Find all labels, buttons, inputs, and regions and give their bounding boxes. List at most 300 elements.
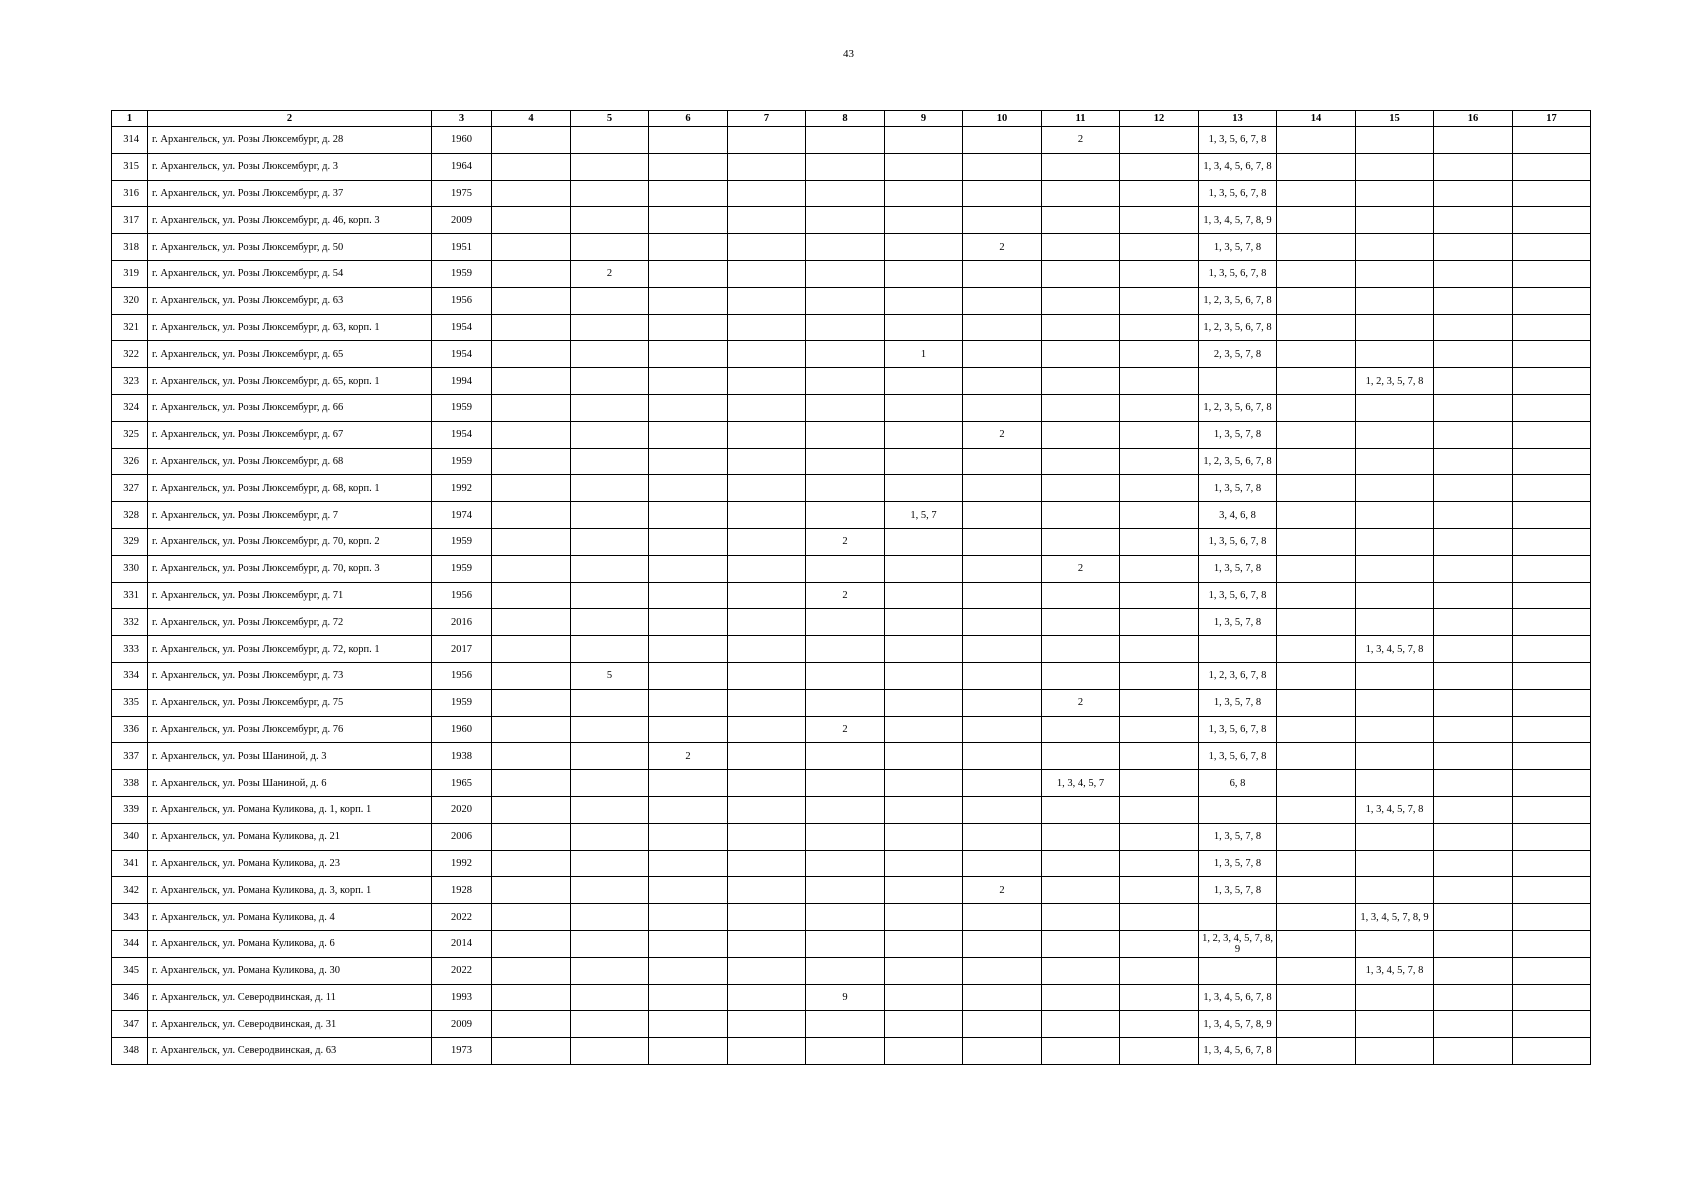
- table-cell: 2: [1042, 127, 1120, 154]
- year-cell: 1973: [432, 1038, 492, 1065]
- table-cell: [649, 341, 728, 368]
- table-cell: [1356, 260, 1434, 287]
- table-row: [112, 475, 1591, 502]
- table-cell: [1277, 341, 1356, 368]
- table-cell: 1, 3, 5, 6, 7, 8: [1199, 180, 1277, 207]
- table-cell: [492, 984, 571, 1011]
- table-cell: [492, 448, 571, 475]
- table-cell: [1120, 662, 1199, 689]
- table-cell: 1, 3, 5, 7, 8: [1199, 421, 1277, 448]
- table-row: [112, 743, 1591, 770]
- table-cell: [492, 823, 571, 850]
- table-cell: [492, 877, 571, 904]
- table-cell: [963, 716, 1042, 743]
- table-row: [112, 528, 1591, 555]
- table-cell: [492, 260, 571, 287]
- table-row: [112, 555, 1591, 582]
- table-cell: [1434, 582, 1513, 609]
- year-cell: 1959: [432, 689, 492, 716]
- table-cell: 1, 3, 5, 7, 8: [1199, 234, 1277, 261]
- table-cell: [806, 555, 885, 582]
- table-cell: 1, 3, 4, 5, 7, 8: [1356, 957, 1434, 984]
- table-cell: [963, 502, 1042, 529]
- table-cell: [571, 207, 649, 234]
- table-cell: [492, 368, 571, 395]
- table-cell: [728, 904, 806, 931]
- table-cell: [1356, 716, 1434, 743]
- table-cell: [806, 904, 885, 931]
- table-cell: [1277, 234, 1356, 261]
- table-cell: [1277, 260, 1356, 287]
- table-cell: [885, 475, 963, 502]
- table-cell: [1120, 796, 1199, 823]
- table-cell: [1356, 341, 1434, 368]
- address-cell: г. Архангельск, ул. Розы Люксембург, д. 72, корп. 1: [148, 636, 432, 663]
- table-cell: [492, 475, 571, 502]
- table-cell: [1434, 636, 1513, 663]
- address-cell: г. Архангельск, ул. Романа Куликова, д. 30: [148, 957, 432, 984]
- table-cell: [885, 314, 963, 341]
- year-cell: 2016: [432, 609, 492, 636]
- table-cell: [1120, 850, 1199, 877]
- table-cell: [1277, 957, 1356, 984]
- table-row: [112, 582, 1591, 609]
- row-number: 337: [112, 743, 148, 770]
- table-cell: [649, 636, 728, 663]
- table-cell: [806, 770, 885, 797]
- table-cell: [492, 1011, 571, 1038]
- table-cell: 2: [806, 716, 885, 743]
- table-cell: [1434, 904, 1513, 931]
- table-cell: [728, 555, 806, 582]
- table-cell: [1434, 502, 1513, 529]
- year-cell: 2020: [432, 796, 492, 823]
- table-cell: [1120, 984, 1199, 1011]
- table-row: [112, 394, 1591, 421]
- address-cell: г. Архангельск, ул. Розы Люксембург, д. 65, корп. 1: [148, 368, 432, 395]
- table-row: [112, 716, 1591, 743]
- table-cell: 2: [963, 234, 1042, 261]
- year-cell: 1994: [432, 368, 492, 395]
- address-cell: г. Архангельск, ул. Розы Люксембург, д. 7: [148, 502, 432, 529]
- table-cell: [1277, 528, 1356, 555]
- table-cell: [571, 528, 649, 555]
- table-cell: 1, 3, 5, 7, 8: [1199, 689, 1277, 716]
- table-cell: [571, 850, 649, 877]
- table-cell: 1, 3, 5, 6, 7, 8: [1199, 528, 1277, 555]
- row-number: 332: [112, 609, 148, 636]
- table-row: [112, 207, 1591, 234]
- year-cell: 1956: [432, 582, 492, 609]
- table-cell: [1042, 850, 1120, 877]
- table-cell: [1356, 528, 1434, 555]
- table-cell: [963, 448, 1042, 475]
- table-cell: [571, 127, 649, 154]
- table-cell: [1513, 260, 1591, 287]
- table-row: [112, 1011, 1591, 1038]
- table-cell: [728, 260, 806, 287]
- table-cell: [492, 904, 571, 931]
- table-cell: [1042, 421, 1120, 448]
- table-cell: [492, 930, 571, 957]
- table-cell: [1042, 636, 1120, 663]
- table-cell: [1277, 609, 1356, 636]
- table-row: [112, 180, 1591, 207]
- table-cell: [1042, 502, 1120, 529]
- table-cell: [1277, 984, 1356, 1011]
- table-cell: [1120, 930, 1199, 957]
- table-cell: [571, 904, 649, 931]
- address-cell: г. Архангельск, ул. Розы Люксембург, д. 63, корп. 1: [148, 314, 432, 341]
- table-cell: [492, 850, 571, 877]
- table-cell: [806, 127, 885, 154]
- table-cell: [806, 448, 885, 475]
- table-cell: [806, 234, 885, 261]
- row-number: 319: [112, 260, 148, 287]
- table-cell: [492, 582, 571, 609]
- row-number: 341: [112, 850, 148, 877]
- table-cell: [649, 502, 728, 529]
- table-cell: [885, 260, 963, 287]
- row-number: 329: [112, 528, 148, 555]
- table-cell: [1277, 743, 1356, 770]
- table-cell: [1434, 796, 1513, 823]
- year-cell: 1954: [432, 421, 492, 448]
- column-header: 5: [571, 111, 649, 127]
- column-header: 7: [728, 111, 806, 127]
- table-cell: [1277, 207, 1356, 234]
- table-cell: [1277, 796, 1356, 823]
- row-number: 317: [112, 207, 148, 234]
- address-cell: г. Архангельск, ул. Розы Люксембург, д. 72: [148, 609, 432, 636]
- year-cell: 1959: [432, 528, 492, 555]
- table-cell: [571, 957, 649, 984]
- table-cell: [728, 287, 806, 314]
- column-header: 4: [492, 111, 571, 127]
- table-cell: [571, 716, 649, 743]
- table-cell: [1513, 636, 1591, 663]
- table-cell: [1120, 341, 1199, 368]
- table-cell: [963, 930, 1042, 957]
- table-cell: [649, 1038, 728, 1065]
- table-cell: [571, 502, 649, 529]
- table-cell: [963, 368, 1042, 395]
- table-cell: [963, 475, 1042, 502]
- table-cell: [492, 421, 571, 448]
- row-number: 326: [112, 448, 148, 475]
- table-cell: [1513, 689, 1591, 716]
- table-cell: [728, 314, 806, 341]
- year-cell: 2014: [432, 930, 492, 957]
- table-cell: [1042, 341, 1120, 368]
- table-cell: [492, 716, 571, 743]
- table-cell: [1042, 609, 1120, 636]
- table-row: [112, 823, 1591, 850]
- table-row: [112, 314, 1591, 341]
- row-number: 333: [112, 636, 148, 663]
- table-cell: [1277, 475, 1356, 502]
- table-cell: [1356, 582, 1434, 609]
- year-cell: 1928: [432, 877, 492, 904]
- table-cell: [1434, 1011, 1513, 1038]
- table-cell: [1356, 850, 1434, 877]
- table-cell: [1513, 1011, 1591, 1038]
- address-cell: г. Архангельск, ул. Розы Шаниной, д. 6: [148, 770, 432, 797]
- registry-table: [111, 110, 1591, 1065]
- table-cell: [1042, 180, 1120, 207]
- table-cell: [571, 234, 649, 261]
- table-cell: [1356, 770, 1434, 797]
- table-cell: [885, 850, 963, 877]
- table-cell: [1434, 609, 1513, 636]
- table-cell: 1, 5, 7: [885, 502, 963, 529]
- table-cell: [649, 555, 728, 582]
- table-cell: [963, 689, 1042, 716]
- table-row: [112, 930, 1591, 957]
- table-cell: [1120, 234, 1199, 261]
- year-cell: 1956: [432, 287, 492, 314]
- table-cell: [649, 904, 728, 931]
- table-cell: [728, 502, 806, 529]
- table-cell: [1120, 636, 1199, 663]
- table-cell: 1, 3, 5, 7, 8: [1199, 850, 1277, 877]
- table-cell: [1277, 314, 1356, 341]
- table-cell: [1277, 689, 1356, 716]
- table-cell: [806, 207, 885, 234]
- table-cell: 2: [1042, 555, 1120, 582]
- table-cell: [1356, 689, 1434, 716]
- table-cell: [492, 555, 571, 582]
- table-cell: [885, 368, 963, 395]
- table-cell: [1042, 448, 1120, 475]
- address-cell: г. Архангельск, ул. Розы Люксембург, д. 3: [148, 153, 432, 180]
- table-cell: [1277, 770, 1356, 797]
- table-cell: [1434, 528, 1513, 555]
- row-number: 324: [112, 394, 148, 421]
- table-cell: [1434, 287, 1513, 314]
- address-cell: г. Архангельск, ул. Романа Куликова, д. 23: [148, 850, 432, 877]
- table-cell: [963, 260, 1042, 287]
- table-cell: [1356, 823, 1434, 850]
- table-cell: [1120, 394, 1199, 421]
- address-cell: г. Архангельск, ул. Северодвинская, д. 11: [148, 984, 432, 1011]
- table-cell: 2, 3, 5, 7, 8: [1199, 341, 1277, 368]
- address-cell: г. Архангельск, ул. Розы Люксембург, д. 65: [148, 341, 432, 368]
- table-cell: [1513, 716, 1591, 743]
- table-cell: [885, 234, 963, 261]
- table-cell: [885, 930, 963, 957]
- table-cell: [963, 957, 1042, 984]
- table-cell: [728, 877, 806, 904]
- table-cell: [1277, 421, 1356, 448]
- row-number: 321: [112, 314, 148, 341]
- table-cell: [1513, 582, 1591, 609]
- table-cell: [1042, 394, 1120, 421]
- table-cell: [806, 877, 885, 904]
- table-cell: [1277, 636, 1356, 663]
- table-cell: [806, 314, 885, 341]
- table-cell: [885, 823, 963, 850]
- table-cell: [885, 582, 963, 609]
- table-cell: [571, 421, 649, 448]
- address-cell: г. Архангельск, ул. Романа Куликова, д. 4: [148, 904, 432, 931]
- table-row: [112, 448, 1591, 475]
- address-cell: г. Архангельск, ул. Розы Люксембург, д. 28: [148, 127, 432, 154]
- table-cell: [1356, 421, 1434, 448]
- table-cell: [1434, 314, 1513, 341]
- row-number: 320: [112, 287, 148, 314]
- page-number: 43: [843, 48, 854, 60]
- table-row: [112, 127, 1591, 154]
- table-cell: [649, 207, 728, 234]
- table-body: [112, 127, 1591, 1065]
- table-cell: [1120, 475, 1199, 502]
- table-cell: [806, 689, 885, 716]
- table-cell: [963, 743, 1042, 770]
- table-cell: [1356, 207, 1434, 234]
- table-cell: [806, 609, 885, 636]
- table-cell: [1120, 448, 1199, 475]
- table-cell: [1042, 528, 1120, 555]
- table-cell: [649, 582, 728, 609]
- table-cell: [1434, 823, 1513, 850]
- address-cell: г. Архангельск, ул. Розы Люксембург, д. 71: [148, 582, 432, 609]
- row-number: 325: [112, 421, 148, 448]
- table-cell: [1042, 823, 1120, 850]
- table-cell: [1042, 796, 1120, 823]
- table-cell: 2: [649, 743, 728, 770]
- table-cell: [1434, 984, 1513, 1011]
- table-cell: [649, 877, 728, 904]
- table-cell: [1042, 234, 1120, 261]
- row-number: 342: [112, 877, 148, 904]
- row-number: 314: [112, 127, 148, 154]
- table-cell: 1, 3, 5, 7, 8: [1199, 823, 1277, 850]
- table-cell: 1, 3, 5, 6, 7, 8: [1199, 260, 1277, 287]
- row-number: 346: [112, 984, 148, 1011]
- table-cell: [571, 287, 649, 314]
- table-cell: 6, 8: [1199, 770, 1277, 797]
- table-cell: [963, 555, 1042, 582]
- table-cell: [963, 341, 1042, 368]
- table-row: [112, 502, 1591, 529]
- year-cell: 1954: [432, 341, 492, 368]
- table-cell: [1434, 448, 1513, 475]
- table-cell: [1513, 314, 1591, 341]
- table-cell: [649, 475, 728, 502]
- table-cell: [492, 314, 571, 341]
- table-cell: [806, 394, 885, 421]
- table-cell: [1513, 421, 1591, 448]
- column-header: 1: [112, 111, 148, 127]
- table-cell: [806, 153, 885, 180]
- column-header: 16: [1434, 111, 1513, 127]
- table-cell: [728, 475, 806, 502]
- row-number: 347: [112, 1011, 148, 1038]
- table-cell: [1513, 823, 1591, 850]
- row-number: 328: [112, 502, 148, 529]
- table-cell: 1, 2, 3, 5, 7, 8: [1356, 368, 1434, 395]
- year-cell: 1965: [432, 770, 492, 797]
- table-cell: [885, 153, 963, 180]
- column-header: 11: [1042, 111, 1120, 127]
- table-cell: [963, 207, 1042, 234]
- table-cell: [728, 1011, 806, 1038]
- table-cell: [571, 689, 649, 716]
- table-cell: [1434, 930, 1513, 957]
- row-number: 316: [112, 180, 148, 207]
- table-cell: [806, 930, 885, 957]
- table-cell: [728, 394, 806, 421]
- table-cell: [728, 743, 806, 770]
- table-cell: [963, 180, 1042, 207]
- year-cell: 1992: [432, 850, 492, 877]
- table-cell: [1513, 1038, 1591, 1065]
- table-cell: [963, 850, 1042, 877]
- table-row: [112, 662, 1591, 689]
- table-cell: 1, 3, 5, 6, 7, 8: [1199, 582, 1277, 609]
- table-row: [112, 1038, 1591, 1065]
- year-cell: 1956: [432, 662, 492, 689]
- table-cell: [571, 796, 649, 823]
- row-number: 343: [112, 904, 148, 931]
- address-cell: г. Архангельск, ул. Розы Люксембург, д. 37: [148, 180, 432, 207]
- table-row: [112, 904, 1591, 931]
- table-cell: [963, 636, 1042, 663]
- table-cell: [885, 689, 963, 716]
- table-cell: [1042, 743, 1120, 770]
- address-cell: г. Архангельск, ул. Розы Люксембург, д. 50: [148, 234, 432, 261]
- table-cell: [649, 314, 728, 341]
- table-cell: [1356, 743, 1434, 770]
- table-cell: [1199, 796, 1277, 823]
- table-cell: [728, 448, 806, 475]
- table-cell: 1, 3, 4, 5, 7: [1042, 770, 1120, 797]
- table-cell: [1120, 689, 1199, 716]
- table-cell: [1042, 904, 1120, 931]
- table-cell: [1513, 555, 1591, 582]
- table-cell: [1120, 877, 1199, 904]
- table-cell: [1277, 662, 1356, 689]
- table-cell: [885, 957, 963, 984]
- row-number: 318: [112, 234, 148, 261]
- table-cell: [1277, 823, 1356, 850]
- table-cell: [728, 421, 806, 448]
- table-cell: [1277, 153, 1356, 180]
- table-cell: 1, 2, 3, 5, 6, 7, 8: [1199, 314, 1277, 341]
- table-cell: [1277, 904, 1356, 931]
- table-row: [112, 153, 1591, 180]
- address-cell: г. Архангельск, ул. Северодвинская, д. 31: [148, 1011, 432, 1038]
- table-cell: [492, 743, 571, 770]
- year-cell: 2017: [432, 636, 492, 663]
- table-cell: 1, 3, 5, 7, 8: [1199, 877, 1277, 904]
- table-cell: [1434, 475, 1513, 502]
- table-cell: [728, 180, 806, 207]
- table-cell: [1434, 957, 1513, 984]
- table-cell: [963, 984, 1042, 1011]
- table-cell: 1, 3, 5, 7, 8: [1199, 475, 1277, 502]
- table-cell: [492, 341, 571, 368]
- table-cell: 1, 3, 5, 6, 7, 8: [1199, 716, 1277, 743]
- table-row: [112, 689, 1591, 716]
- table-cell: [1513, 180, 1591, 207]
- table-cell: [649, 394, 728, 421]
- table-row: [112, 260, 1591, 287]
- table-cell: [571, 743, 649, 770]
- table-cell: [1277, 555, 1356, 582]
- table-cell: [571, 1038, 649, 1065]
